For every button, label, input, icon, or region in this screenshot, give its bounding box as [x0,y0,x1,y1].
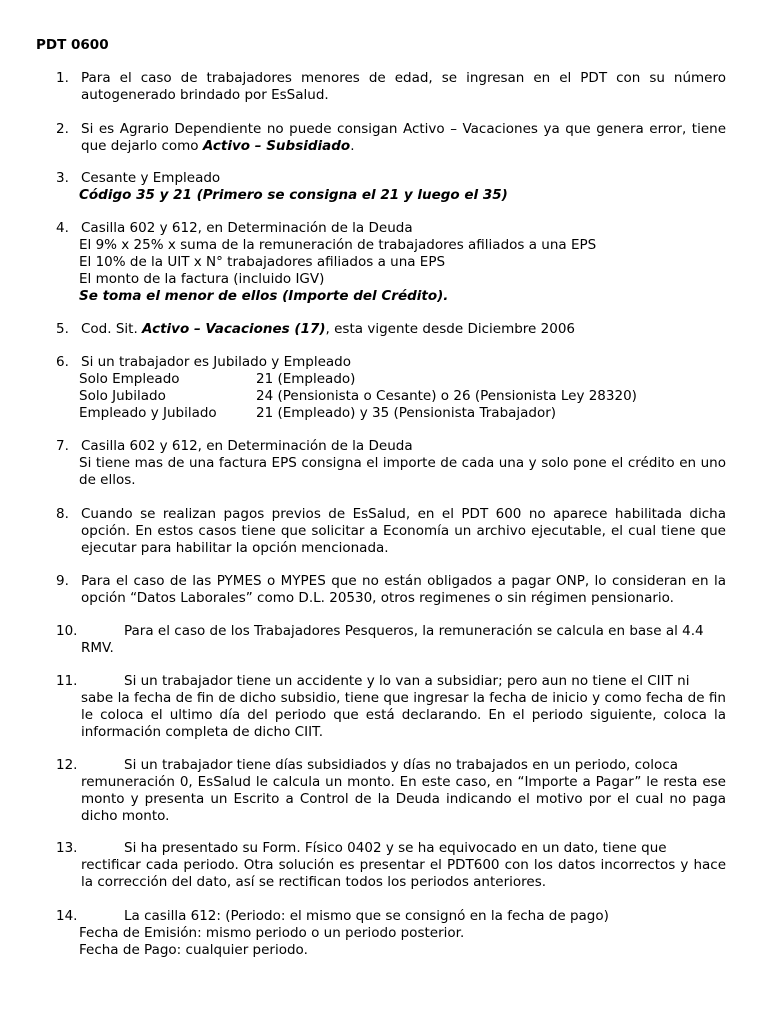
item-number: 10. [56,623,78,639]
item-text-rest: remuneración 0, EsSalud le calcula un monto. En este caso, en “Importe a Pagar” le resta ese monto y presenta un Escrito a Control de la Deuda indicando el motivo por el cual no paga dicho monto. [81,774,726,824]
item-number: 9. [56,573,69,589]
list-item-3 [56,170,726,204]
item-text [81,121,726,155]
item-text-part: . [350,138,355,154]
item-number: 6. [56,354,69,370]
list-item-14 [56,908,726,959]
list-item-4 [56,220,726,305]
item-line: Fecha de Emisión: mismo periodo o un periodo posterior. [79,925,465,941]
item-number: 1. [56,70,69,86]
document-title: PDT 0600 [36,37,109,53]
code-value: 24 (Pensionista o Cesante) o 26 (Pensionista Ley 28320) [256,388,637,404]
item-number: 11. [56,673,78,689]
item-emphasis: Activo – Subsidiado [202,138,351,154]
item-text-rest: sabe la fecha de fin de dicho subsidio, tiene que ingresar la fecha de inicio y como fecha de fin le coloca el ultimo día del periodo que está declarando. En el periodo siguiente, coloca la información completa de dicho CIIT. [81,690,726,740]
list-item-8 [56,506,726,557]
item-text: Casilla 602 y 612, en Determinación de la Deuda [81,220,413,236]
item-text: Para el caso de las PYMES o MYPES que no están obligados a pagar ONP, lo consideran en la opción “Datos Laborales” como D.L. 20530, otros regimenes o sin régimen pensionario. [81,573,726,606]
item-line: El 10% de la UIT x N° trabajadores afiliados a una EPS [79,254,446,270]
list-item-12 [56,757,726,825]
list-item-5 [56,321,726,338]
item-text-rest: RMV. [81,640,114,656]
item-number: 8. [56,506,69,522]
item-number: 2. [56,121,69,137]
list-item-7 [56,438,726,489]
code-row [79,405,726,422]
item-line: El 9% x 25% x suma de la remuneración de trabajadores afiliados a una EPS [79,237,597,253]
code-row [79,388,726,405]
item-text: Casilla 602 y 612, en Determinación de la Deuda [81,438,413,454]
list-item-9 [56,573,726,607]
item-number: 3. [56,170,69,186]
item-number: 14. [56,908,78,924]
list-item-1 [56,70,726,104]
item-number: 5. [56,321,69,337]
item-text-first-line: Si un trabajador tiene un accidente y lo van a subsidiar; pero aun no tiene el CIIT ni [124,673,690,689]
code-label: Empleado y Jubilado [79,405,217,421]
item-text-first-line: Para el caso de los Trabajadores Pesqueros, la remuneración se calcula en base al 4.4 [124,623,704,639]
item-text: Cesante y Empleado [81,170,221,186]
item-text-rest: rectificar cada periodo. Otra solución es presentar el PDT600 con los datos incorrectos y hace la corrección del dato, así se rectifican todos los periodos anteriores. [81,857,726,890]
code-label: Solo Jubilado [79,388,166,404]
code-value: 21 (Empleado) y 35 (Pensionista Trabajador) [256,405,557,421]
list-item-13 [56,840,726,891]
code-value: 21 (Empleado) [256,371,356,387]
item-text [81,321,726,338]
item-text-part: Cod. Sit. [81,321,143,337]
item-number: 4. [56,220,69,236]
item-text-first-line: La casilla 612: (Periodo: el mismo que se consignó en la fecha de pago) [124,908,609,924]
list-item-11 [56,673,726,741]
item-number: 13. [56,840,78,856]
item-text: Si un trabajador es Jubilado y Empleado [81,354,351,370]
item-number: 12. [56,757,78,773]
item-emphasis: Activo – Vacaciones (17) [142,321,326,337]
item-text-first-line: Si un trabajador tiene días subsidiados y días no trabajados en un periodo, coloca [124,757,679,773]
item-text-part: Si es Agrario Dependiente no puede consigan Activo – Vacaciones ya que genera error, tiene que dejarlo como [81,121,726,154]
item-number: 7. [56,438,69,454]
item-text-first-line: Si ha presentado su Form. Físico 0402 y se ha equivocado en un dato, tiene que [124,840,667,856]
item-text-part: , esta vigente desde Diciembre 2006 [325,321,576,337]
item-emphasis: Se toma el menor de ellos (Importe del Crédito). [79,288,449,304]
item-text: Cuando se realizan pagos previos de EsSalud, en el PDT 600 no aparece habilitada dicha opción. En estos casos tiene que solicitar a Economía un archivo ejecutable, el cual tiene que ejecutar para habilitar la opción mencionada. [81,506,726,556]
item-line: Fecha de Pago: cualquier periodo. [79,942,308,958]
list-item-6 [56,354,726,422]
code-row [79,371,726,388]
list-item-10 [56,623,726,657]
code-label: Solo Empleado [79,371,180,387]
list-item-2 [56,121,726,155]
item-line: El monto de la factura (incluido IGV) [79,271,325,287]
item-emphasis: Código 35 y 21 (Primero se consigna el 21 y luego el 35) [79,187,508,203]
item-text: Para el caso de trabajadores menores de edad, se ingresan en el PDT con su número autogenerado brindado por EsSalud. [81,70,726,103]
item-body: Si tiene mas de una factura EPS consigna el importe de cada una y solo pone el crédito en uno de ellos. [79,455,726,488]
